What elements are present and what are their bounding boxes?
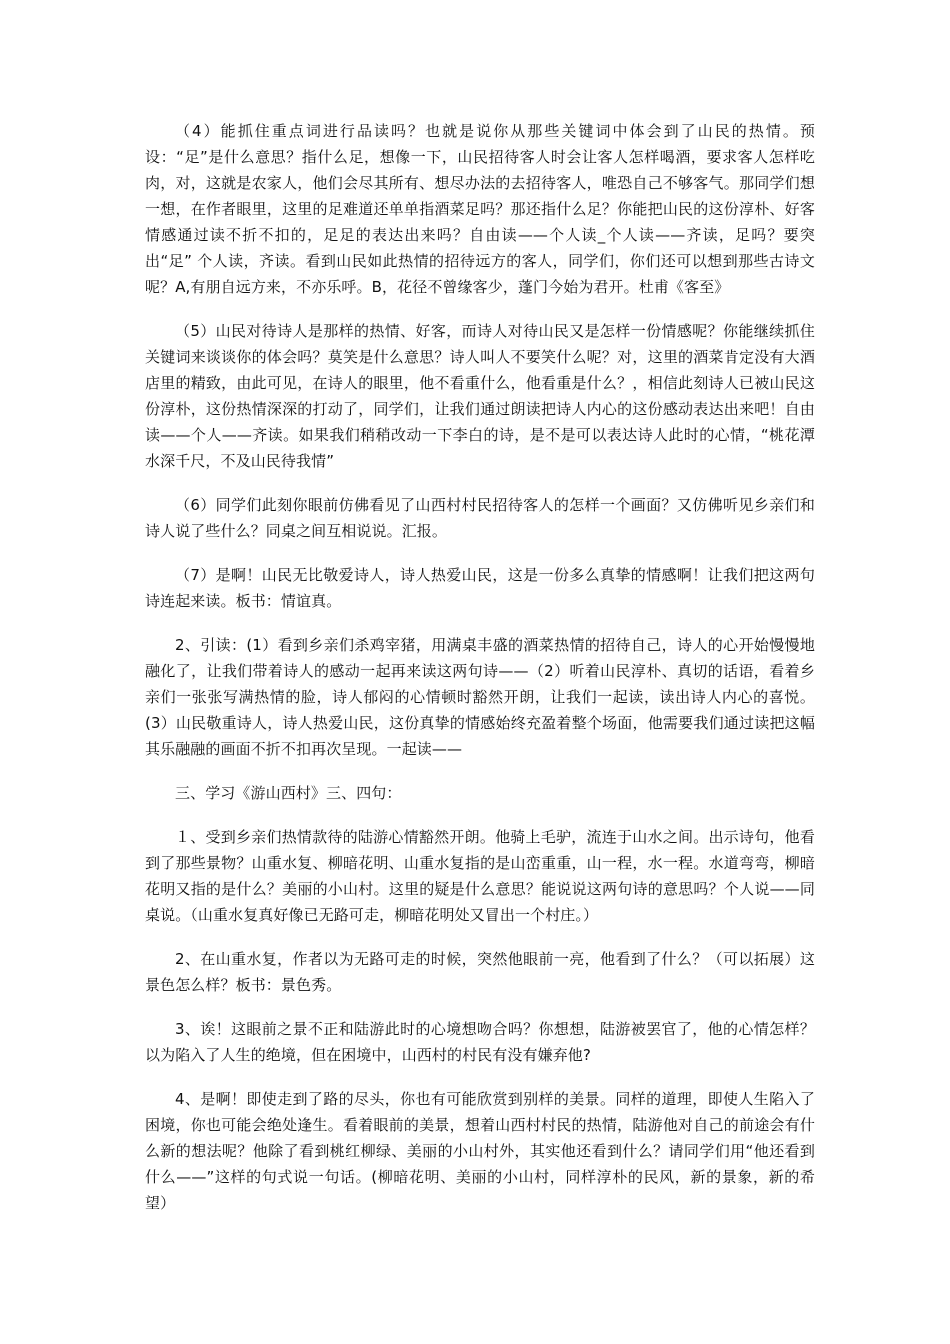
document-body: [145, 118, 815, 1234]
paragraph-scenery-4: 4、是啊！即使走到了路的尽头，你也有可能欣赏到别样的美景。同样的道理，即使人生陷入了困境，你也可能会绝处逢生。看着眼前的美景，想着山西村村民的热情，陆游他对自己的前途会有什么新的想法呢？他除了看到桃红柳绿、美丽的小山村外，其实他还看到什么？请同学们用“他还看到什么——”这样的句式说一句话。(柳暗花明、美丽的小山村，同样淳朴的民风，新的景象，新的希望）: [145, 1090, 815, 1212]
paragraph-scenery-3: 3、诶！这眼前之景不正和陆游此时的心境想吻合吗？你想想，陆游被罢官了，他的心情怎样？以为陷入了人生的绝境，但在困境中，山西村的村民有没有嫌弃他?: [145, 1020, 815, 1064]
paragraph-4-keyword-reading: （4）能抓住重点词进行品读吗？也就是说你从那些关键词中体会到了山民的热情。预设：“足”是什么意思？指什么足，想像一下，山民招待客人时会让客人怎样喝酒，要求客人怎样吃肉，对，这就是农家人，他们会尽其所有、想尽办法的去招待客人，唯恐自己不够客气。那同学们想一想，在作者眼里，这里的足难道还单单指酒菜足吗？那还指什么足？你能把山民的这份淳朴、好客情感通过读不折不扣的，足足的表达出来吗？自由读——个人读_个人读——齐读，足吗？要突出“足” 个人读，齐读。看到山民如此热情的招待远方的客人，同学们，你们还可以想到那些古诗文呢？A,有朋自远方来，不亦乐呼。B，花径不曾缘客少，蓬门今始为君开。杜甫《客至》: [145, 122, 815, 296]
section-heading-lines-3-4: 三、学习《游山西村》三、四句：: [175, 784, 402, 802]
paragraph-guided-reading: 2、引读：(1）看到乡亲们杀鸡宰猪，用满桌丰盛的酒菜热情的招待自己，诗人的心开始慢慢地融化了，让我们带着诗人的感动一起再来读这两句诗——（2）听着山民淳朴、真切的话语，看着乡亲们一张张写满热情的脸，诗人郁闷的心情顿时豁然开朗，让我们一起读，读出诗人内心的喜悦。(3）山民敬重诗人，诗人热爱山民，这份真挚的情感始终充盈着整个场面，他需要我们通过读把这幅其乐融融的画面不折不扣再次呈现。一起读——: [145, 636, 815, 758]
paragraph-scenery-2: 2、在山重水复，作者以为无路可走的时候，突然他眼前一亮，他看到了什么？（可以拓展）这景色怎么样？板书：景色秀。: [145, 950, 815, 994]
paragraph-6-scene-imagination: （6）同学们此刻你眼前仿佛看见了山西村村民招待客人的怎样一个画面？又仿佛听见乡亲们和诗人说了些什么？同桌之间互相说说。汇报。: [145, 496, 815, 540]
paragraph-7-sincere-friendship: （7）是啊！山民无比敬爱诗人，诗人热爱山民，这是一份多么真挚的情感啊！让我们把这两句诗连起来读。板书：情谊真。: [145, 566, 815, 610]
paragraph-5-poet-feelings: （5）山民对待诗人是那样的热情、好客，而诗人对待山民又是怎样一份情感呢？你能继续抓住关键词来谈谈你的体会吗？莫笑是什么意思？诗人叫人不要笑什么呢？对，这里的酒菜肯定没有大酒店里的精致，由此可见，在诗人的眼里，他不看重什么，他看重是什么？，相信此刻诗人已被山民这份淳朴，这份热情深深的打动了，同学们，让我们通过朗读把诗人内心的这份感动表达出来吧！自由读——个人——齐读。如果我们稍稍改动一下李白的诗，是不是可以表达诗人此时的心情，“桃花潭水深千尺，不及山民待我情”: [145, 322, 815, 470]
paragraph-scenery-1: １、受到乡亲们热情款待的陆游心情豁然开朗。他骑上毛驴，流连于山水之间。出示诗句，他看到了那些景物？山重水复、柳暗花明、山重水复指的是山峦重重，山一程，水一程。水道弯弯，柳暗花明又指的是什么？美丽的小山村。这里的疑是什么意思？能说说这两句诗的意思吗？个人说——同桌说。（山重水复真好像已无路可走，柳暗花明处又冒出一个村庄。）: [145, 828, 815, 924]
